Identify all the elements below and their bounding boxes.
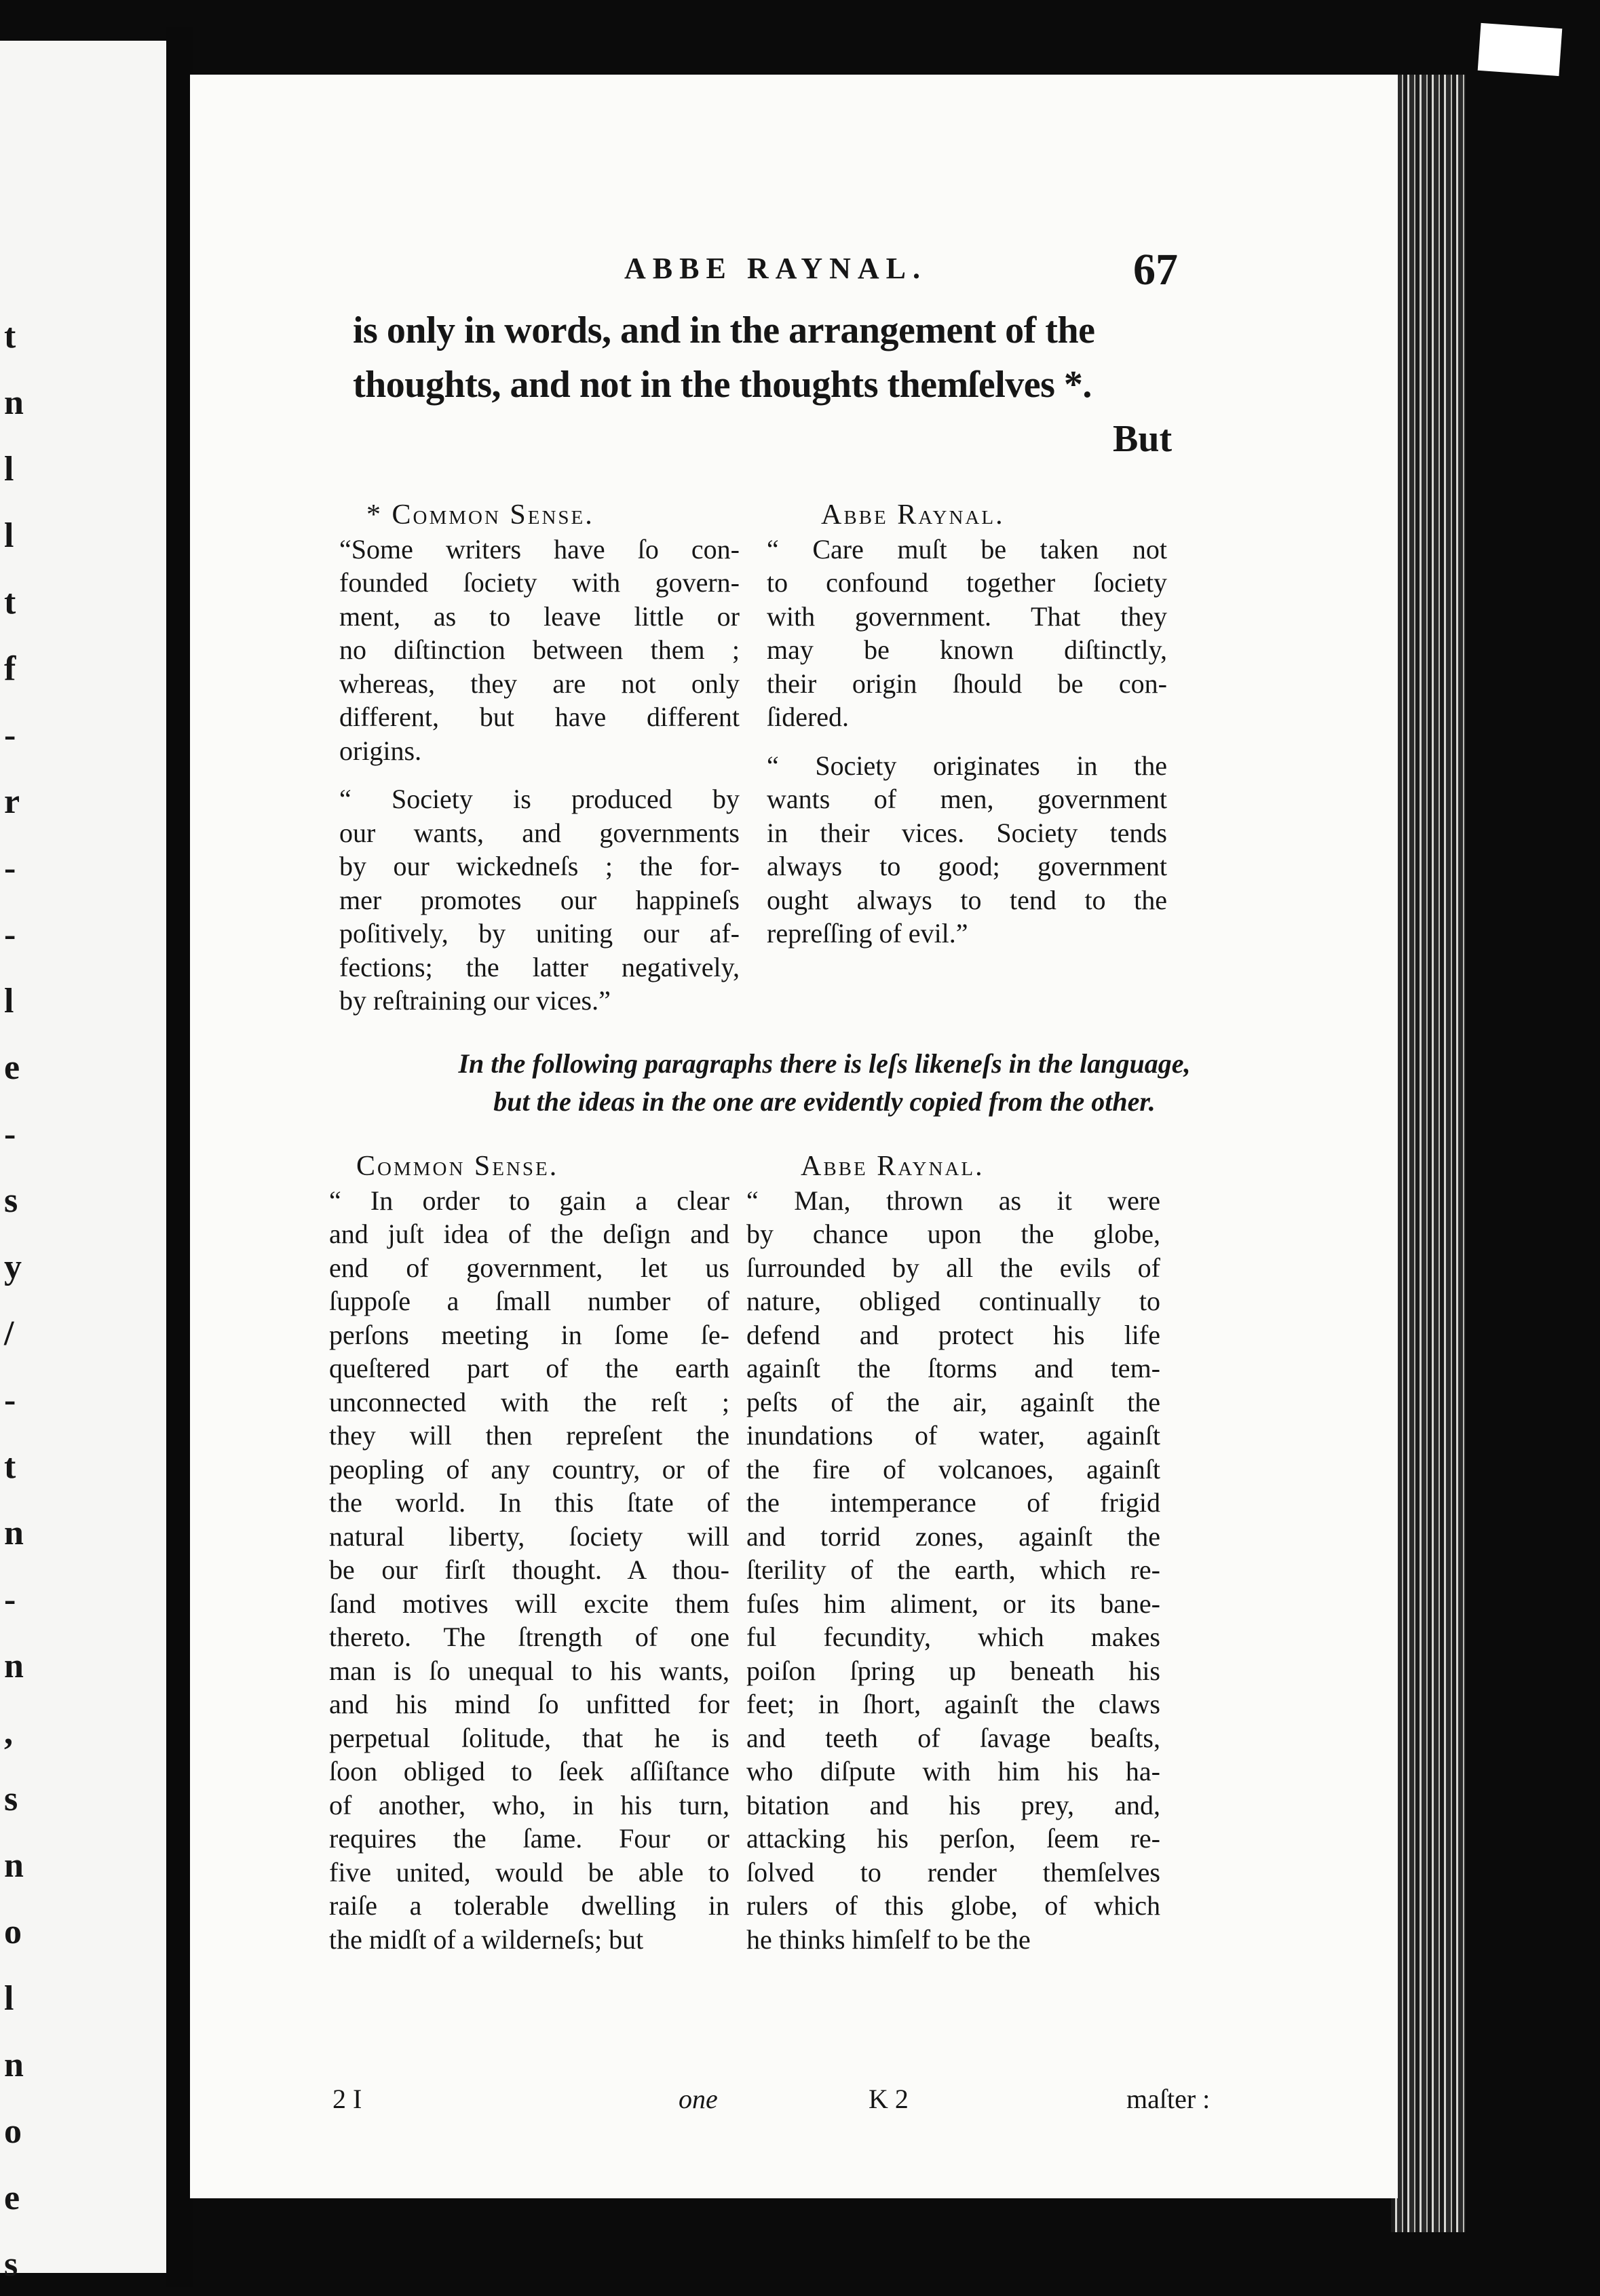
text-line: fections; the latter negatively,: [339, 951, 740, 982]
left-page-char: f: [4, 649, 16, 688]
left-page-char: o: [4, 1913, 22, 1951]
text-line: ſand motives will excite them: [329, 1588, 729, 1619]
text-line: defend and protect his life: [746, 1319, 1160, 1350]
text-line: peopling of any country, or of: [329, 1453, 729, 1485]
text-line: always to good; government: [767, 851, 1167, 881]
text-line: and juſt idea of the deſign and: [329, 1219, 729, 1249]
text-line: and teeth of ſavage beaſts,: [746, 1722, 1160, 1753]
left-page-char: s: [4, 2245, 18, 2284]
text-line: by chance upon the globe,: [746, 1219, 1160, 1249]
text-line: their origin ſhould be con-: [767, 668, 1167, 699]
text-line: poiſon ſpring up beneath his: [746, 1655, 1160, 1686]
left-page-char: l: [4, 516, 14, 555]
text-line: perſons meeting in ſome ſe-: [329, 1319, 729, 1350]
book-gutter: [166, 27, 193, 2287]
text-line: unconnected with the reſt ;: [329, 1386, 729, 1417]
text-line: different, but have different: [339, 702, 740, 732]
column-heading: Abbe Raynal.: [821, 499, 1005, 531]
text-line: thereto. The ſtrength of one: [329, 1622, 729, 1652]
transition-line: but the ideas in the one are evidently copied from the other.: [493, 1086, 1156, 1117]
column-heading: Abbe Raynal.: [801, 1151, 985, 1182]
left-page-char: -: [4, 1580, 16, 1619]
transition-line: In the following paragraphs there is leſs likeneſs in the language,: [458, 1048, 1191, 1079]
text-line: he thinks himſelf to be the: [746, 1924, 1031, 1955]
left-page-char: n: [4, 1647, 24, 1685]
text-line: perpetual ſolitude, that he is: [329, 1722, 729, 1753]
corner-mark: [1478, 23, 1563, 76]
text-line: in their vices. Society tends: [767, 817, 1167, 848]
left-page-char: n: [4, 383, 24, 422]
left-page-char: n: [4, 1514, 24, 1552]
text-line: they will then repreſent the: [329, 1420, 729, 1451]
page-header: [190, 244, 1398, 305]
printer-mark: 2 I: [332, 2084, 362, 2114]
footnote-left-column: [339, 499, 740, 1033]
catchword: But: [1113, 418, 1173, 460]
left-page-char: -: [4, 716, 16, 754]
column-text: [746, 1184, 1160, 1957]
text-line: to confound together ſociety: [767, 567, 1167, 598]
text-line: feet; in ſhort, againſt the claws: [746, 1689, 1160, 1719]
left-page-char: /: [4, 1314, 14, 1353]
text-line: attacking his perſon, ſeem re-: [746, 1823, 1160, 1854]
text-line: and torrid zones, againſt the: [746, 1520, 1160, 1552]
running-title: ABBE RAYNAL.: [624, 252, 928, 285]
text-line: ſurrounded by all the evils of: [746, 1252, 1160, 1283]
column-heading: Common Sense.: [356, 1151, 559, 1182]
page-number: 67: [1133, 245, 1178, 294]
left-page-char: e: [4, 1048, 20, 1087]
text-line: ſuppoſe a ſmall number of: [329, 1286, 729, 1316]
left-page-char: -: [4, 1381, 16, 1419]
text-line: requires the ſame. Four or: [329, 1823, 729, 1854]
left-page-char: t: [4, 317, 16, 356]
column-text: [329, 1184, 729, 1957]
left-page-char: n: [4, 1846, 24, 1885]
text-line: “ Society is produced by: [339, 784, 740, 814]
text-line: ful fecundity, which makes: [746, 1622, 1160, 1652]
left-page-char: l: [4, 450, 14, 489]
catchword-left: one: [679, 2084, 718, 2114]
text-line: bitation and his prey, and,: [746, 1789, 1160, 1820]
text-line: the intemperance of frigid: [746, 1487, 1160, 1518]
text-line: ſoon obliged to ſeek aſſiſtance: [329, 1756, 729, 1786]
text-line: founded ſociety with govern-: [339, 567, 740, 598]
left-page-char: t: [4, 583, 16, 621]
left-page-char: -: [4, 849, 16, 887]
text-line: queſtered part of the earth: [329, 1353, 729, 1383]
transition-note: [332, 1045, 1316, 1121]
catchword-right: maſter :: [1126, 2084, 1211, 2114]
text-line: wants of men, government: [767, 784, 1167, 814]
text-line: peſts of the air, againſt the: [746, 1386, 1160, 1417]
left-page-char: -: [4, 1115, 16, 1153]
left-page-char: s: [4, 1780, 18, 1818]
footnote-paragraph: [767, 749, 1167, 951]
footnote-paragraph: [339, 533, 740, 768]
left-page-char: y: [4, 1248, 22, 1286]
text-line: the fire of volcanoes, againſt: [746, 1453, 1160, 1485]
left-page-char: e: [4, 2179, 20, 2217]
body-line: thoughts, and not in the thoughts themſelves *.: [353, 364, 1092, 406]
text-line: with government. That they: [767, 600, 1167, 632]
text-line: five united, would be able to: [329, 1856, 729, 1888]
text-line: nature, obliged continually to: [746, 1286, 1160, 1316]
page: [190, 75, 1398, 2198]
text-line: raiſe a tolerable dwelling in: [329, 1890, 729, 1921]
text-line: no diſtinction between them ;: [339, 634, 740, 665]
column-heading: * Common Sense.: [366, 499, 594, 531]
text-line: ſidered.: [767, 702, 850, 732]
comparison-left-column: [329, 1150, 729, 1956]
text-line: repreſſing of evil.”: [767, 918, 968, 949]
left-page-char: l: [4, 982, 14, 1020]
text-line: the world. In this ſtate of: [329, 1487, 729, 1518]
left-page-char: n: [4, 2046, 24, 2084]
left-page-char: s: [4, 1181, 18, 1220]
text-line: ſterility of the earth, which re-: [746, 1554, 1160, 1585]
text-line: of another, who, in his turn,: [329, 1789, 729, 1820]
text-line: by our wickedneſs ; the for-: [339, 851, 740, 881]
text-line: whereas, they are not only: [339, 668, 740, 699]
page-footer: [190, 2083, 1398, 2124]
text-line: our wants, and governments: [339, 817, 740, 848]
text-line: end of government, let us: [329, 1252, 729, 1283]
text-line: origins.: [339, 735, 422, 766]
text-line: mer promotes our happineſs: [339, 884, 740, 915]
text-line: fuſes him aliment, or its bane-: [746, 1588, 1160, 1619]
footnote-paragraph: [767, 533, 1167, 734]
text-line: be our firſt thought. A thou-: [329, 1554, 729, 1585]
text-line: againſt the ſtorms and tem-: [746, 1353, 1160, 1383]
left-page-char: ,: [4, 1713, 13, 1752]
text-line: poſitively, by uniting our af-: [339, 918, 740, 949]
text-line: “ Society originates in the: [767, 750, 1167, 781]
page-edges: [1391, 75, 1466, 2232]
text-line: ſolved to render themſelves: [746, 1856, 1160, 1888]
left-page-char: l: [4, 1979, 14, 2018]
text-line: “ Care muſt be taken not: [767, 533, 1167, 565]
text-line: ment, as to leave little or: [339, 600, 740, 632]
text-line: may be known diſtinctly,: [767, 634, 1167, 665]
text-line: the midſt of a wilderneſs; but: [329, 1924, 644, 1955]
left-page-char: t: [4, 1447, 16, 1486]
text-line: man is ſo unequal to his wants,: [329, 1655, 729, 1686]
left-page-fragment: [0, 41, 166, 2284]
text-line: natural liberty, ſociety will: [329, 1520, 729, 1552]
comparison-right-column: [746, 1150, 1160, 1956]
body-line: is only in words, and in the arrangement of the: [353, 309, 1095, 351]
footnote-paragraph: [339, 782, 740, 1018]
text-line: ought always to tend to the: [767, 884, 1167, 915]
text-line: “ Man, thrown as it were: [746, 1185, 1160, 1216]
left-page-char: o: [4, 2112, 22, 2151]
text-line: “ In order to gain a clear: [329, 1185, 729, 1216]
text-line: and his mind ſo unfitted for: [329, 1689, 729, 1719]
left-page-char: -: [4, 915, 16, 954]
text-line: “Some writers have ſo con-: [339, 533, 740, 565]
left-page-char: r: [4, 782, 20, 821]
text-line: inundations of water, againſt: [746, 1420, 1160, 1451]
text-line: by reſtraining our vices.”: [339, 985, 611, 1016]
footnote-right-column: [767, 499, 1167, 965]
text-line: who diſpute with him his ha-: [746, 1756, 1160, 1786]
text-line: rulers of this globe, of which: [746, 1890, 1160, 1921]
signature-mark: K 2: [869, 2084, 909, 2114]
